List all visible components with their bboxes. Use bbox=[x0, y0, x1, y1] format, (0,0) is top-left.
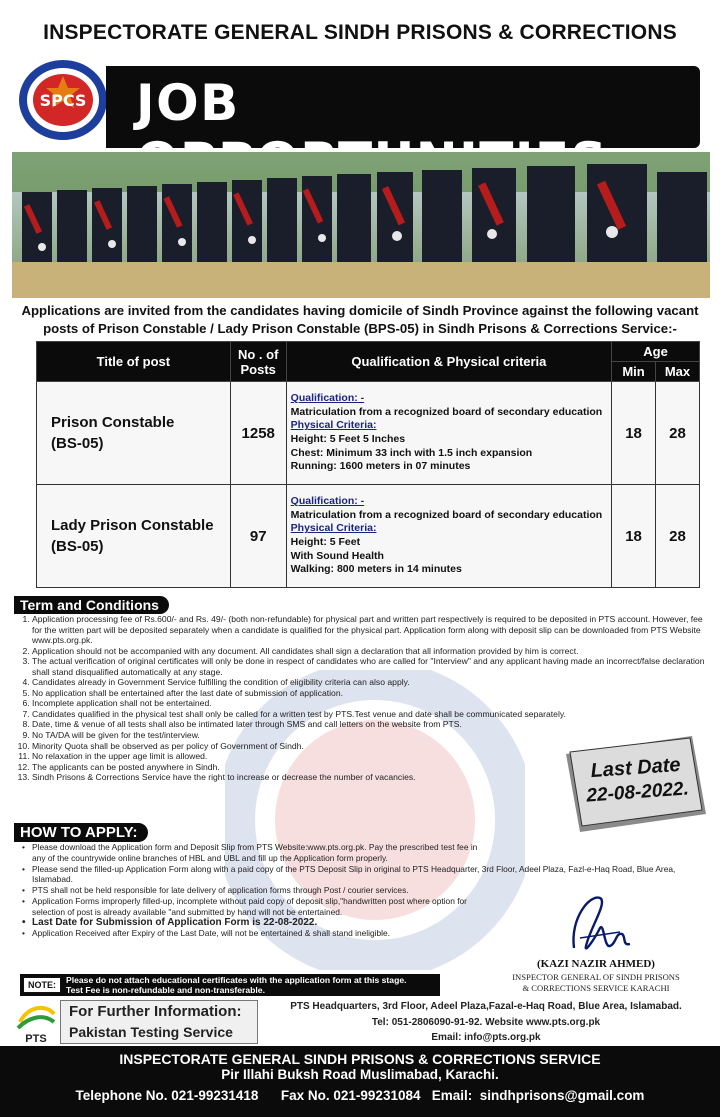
footer bbox=[0, 1046, 720, 1117]
list-item: • Please send the filled-up Application Form along with a paid copy of the PTS Deposit Slip in original to PTS Headquarter, 3rd Floor, Adeel Plaza, Fazl-e-Haq Road, Blue Area, Islamabad. bbox=[22, 864, 712, 886]
header-age: Age bbox=[612, 342, 700, 362]
terms-heading: Term and Conditions bbox=[14, 596, 169, 614]
note-tag: NOTE: bbox=[23, 977, 61, 993]
list-item: 4. Candidates already in Government Service fulfilling the condition of eligibility criteria can also apply. bbox=[32, 677, 706, 688]
list-item: 9. No TA/DA will be given for the test/interview. bbox=[32, 730, 706, 741]
page-title: JOB bbox=[136, 74, 240, 132]
footer-address: Pir Illahi Buksh Road Muslimabad, Karachi. bbox=[221, 1067, 499, 1082]
list-item: 2. Application should not be accompanied with any document. All candidates shall sign a declaration that all information provided by him is correct. bbox=[32, 646, 706, 657]
vacancy-table bbox=[36, 341, 700, 588]
list-item: • Application Received after Expiry of the Last Date, will not be entertained & shall stand ineligible. bbox=[22, 928, 462, 939]
header-max: Max bbox=[656, 362, 700, 382]
spcs-logo bbox=[16, 56, 110, 142]
pts-email: Email: info@pts.org.pk bbox=[431, 1032, 541, 1043]
list-item: 10. Minority Quota shall be observed as per policy of Government of Sindh. bbox=[32, 741, 706, 752]
header-criteria: Qualification & Physical criteria bbox=[286, 342, 611, 382]
list-item: 12. The applicants can be posted anywhere in Sindh. bbox=[32, 762, 706, 773]
how-to-apply-heading: HOW TO APPLY: bbox=[14, 823, 148, 842]
intro-line-2: posts of Prison Constable / Lady Prison Constable (BPS-05) in Sindh Prisons & Corrections Service:- bbox=[43, 321, 677, 336]
organization-title: INSPECTORATE GENERAL SINDH PRISONS & CORRECTIONS bbox=[43, 21, 677, 44]
post-title: Prison Constable (BS-05) bbox=[37, 382, 231, 485]
list-item: 1. Application processing fee of Rs.600/- and Rs. 49/- (both non-refundable) for physical part and written part respectively is required to be deposited in PTS account. However, fee for the written part will be deposited separately when a candidate is qualified for the physical part. Application form along with deposit slip can be downloaded from PTS Website www.pts.org.pk. bbox=[32, 614, 706, 646]
footer-org: INSPECTORATE GENERAL SINDH PRISONS & CORRECTIONS SERVICE bbox=[119, 1051, 601, 1067]
title-banner bbox=[106, 66, 700, 148]
header-no-of-posts: No . of Posts bbox=[230, 342, 286, 382]
pts-contact bbox=[262, 1000, 710, 1044]
logo-text: SPCS bbox=[39, 91, 87, 110]
signature bbox=[560, 888, 640, 968]
post-count: 1258 bbox=[230, 382, 286, 485]
parade-photo bbox=[12, 152, 710, 298]
post-count: 97 bbox=[230, 485, 286, 588]
list-item: • PTS shall not be held responsible for late delivery of application forms through Post / courier services. bbox=[22, 885, 542, 896]
footer-contact: Telephone No. 021-99231418 Fax No. 021-99231084 Email: sindhprisons@gmail.com bbox=[75, 1088, 645, 1103]
age-min: 18 bbox=[612, 485, 656, 588]
header-min: Min bbox=[612, 362, 656, 382]
age-min: 18 bbox=[612, 382, 656, 485]
signatory-title: INSPECTOR GENERAL OF SINDH PRISONS & CORRECTIONS SERVICE KARACHI bbox=[512, 972, 680, 993]
list-item: 7. Candidates qualified in the physical test shall only be called for a written test by PTS.Test venue and date shall be communicated separately. bbox=[32, 709, 706, 720]
post-title: Lady Prison Constable (BS-05) bbox=[37, 485, 231, 588]
criteria-cell: Qualification: - Matriculation from a recognized board of secondary education Physical Criteria: Height: 5 Feet 5 Inches Chest: Minimum 33 inch with 1.5 inch expansion Running: 1600 meters in 07 minutes bbox=[286, 382, 611, 485]
last-date-value: 22-08-2022. bbox=[585, 778, 690, 807]
header-title-of-post: Title of post bbox=[37, 342, 231, 382]
table-row bbox=[37, 485, 700, 588]
list-item: 11. No relaxation in the upper age limit is allowed. bbox=[32, 751, 706, 762]
table-row bbox=[37, 382, 700, 485]
pts-logo-text: PTS bbox=[25, 1033, 47, 1045]
last-date-sticker bbox=[560, 730, 710, 840]
intro-text bbox=[12, 302, 708, 338]
list-item: 6. Incomplete application shall not be entertained. bbox=[32, 698, 706, 709]
age-max: 28 bbox=[656, 485, 700, 588]
further-info-label: For Further Information: bbox=[69, 1003, 242, 1020]
note-text: Please do not attach educational certificates with the application form at this stage. Test Fee is non-refundable and non-transferable. bbox=[66, 975, 407, 995]
age-max: 28 bbox=[656, 382, 700, 485]
list-item: 3. The actual verification of original certificates will only be done in respect of candidates who are called for "Interview" and any applicant having made an incorrect/false declaration shall stand disqualified automatically at any stage. bbox=[32, 656, 706, 677]
pts-name: Pakistan Testing Service bbox=[69, 1024, 233, 1040]
last-date-label: Last Date bbox=[589, 753, 682, 783]
list-item: • Last Date for Submission of Application Form is 22-08-2022. bbox=[22, 918, 712, 929]
list-item: 8. Date, time & venue of all tests shall also be intimated later through SMS and call letters on the website from PTS. bbox=[32, 719, 706, 730]
intro-line-1: Applications are invited from the candidates having domicile of Sindh Province against the following vacant bbox=[21, 303, 699, 318]
signatory-name: (KAZI NAZIR AHMED) bbox=[537, 958, 655, 970]
note-banner bbox=[20, 974, 440, 996]
list-item: 13. Sindh Prisons & Corrections Service have the right to increase or decrease the number of vacancies. bbox=[32, 772, 706, 783]
criteria-cell: Qualification: - Matriculation from a recognized board of secondary education Physical Criteria: Height: 5 Feet With Sound Health Walking: 800 meters in 14 minutes bbox=[286, 485, 611, 588]
pts-tel: Tel: 051-2806090-91-92. Website www.pts.org.pk bbox=[371, 1017, 601, 1028]
pts-logo bbox=[14, 1000, 58, 1046]
list-item: 5. No application shall be entertained after the last date of submission of application. bbox=[32, 688, 706, 699]
pts-address: PTS Headquarters, 3rd Floor, Adeel Plaza,Fazal-e-Haq Road, Blue Area, Islamabad. bbox=[290, 1001, 682, 1012]
list-item: • Application Forms improperly filled-up, incomplete without paid copy of deposit slip,"handwritten post where option for selection of post is already available "and submitted by hand will not be entertained. bbox=[22, 896, 492, 918]
further-info-box bbox=[60, 1000, 258, 1044]
list-item: • Please download the Application form and Deposit Slip from PTS Website:www.pts.org.pk. Pay the prescribed test fee in any of the countrywide online branches of HBL and UBL and fill up the Application form properly. bbox=[22, 842, 492, 864]
